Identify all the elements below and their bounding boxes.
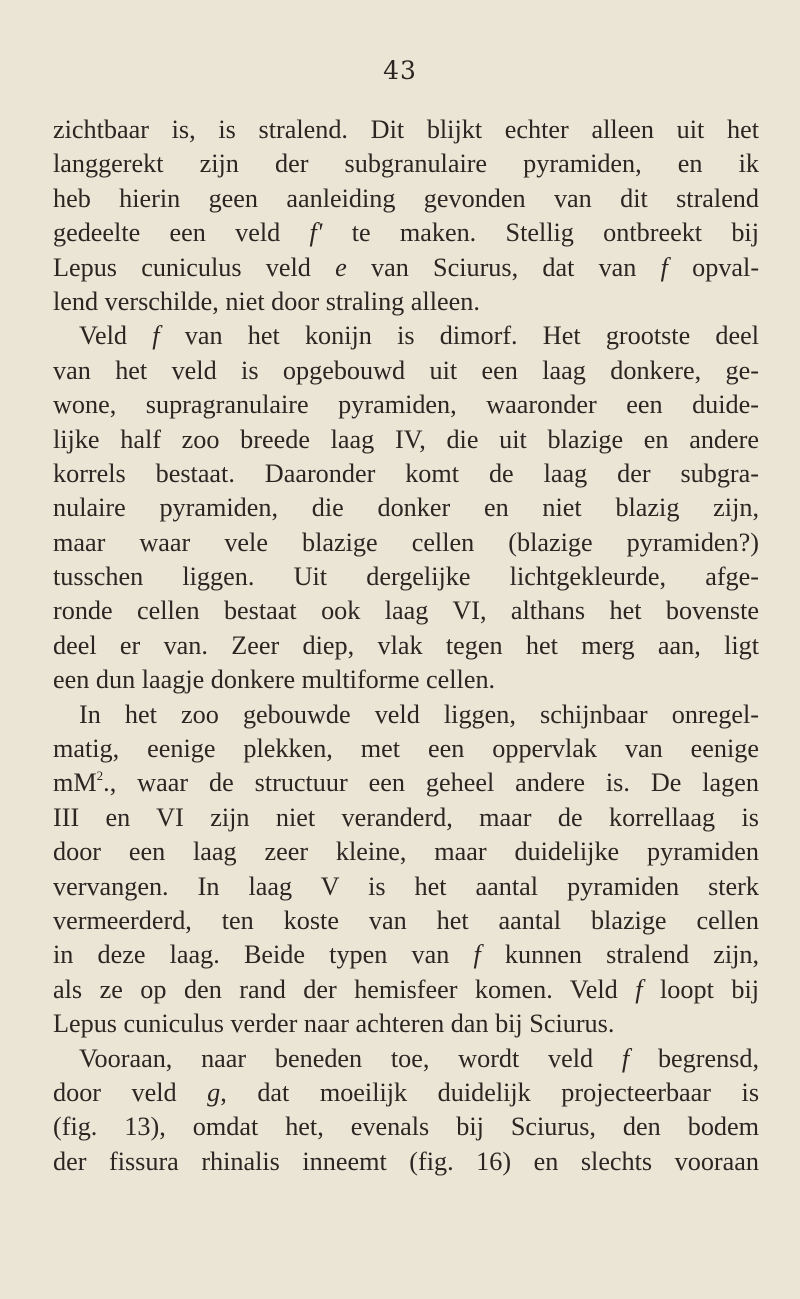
text-line: ronde cellen bestaat ook laag VI, althans het bovenste bbox=[53, 596, 759, 626]
text-line: korrels bestaat. Daaronder komt de laag der subgra- bbox=[53, 458, 759, 488]
text-line: langgerekt zijn der subgranulaire pyramiden, en ik bbox=[53, 149, 759, 179]
text-line: Lepus cuniculus veld e van Sciurus, dat van f opval- bbox=[53, 252, 760, 282]
text-line: heb hierin geen aanleiding gevonden van dit stralend bbox=[53, 183, 759, 213]
text-line: vervangen. In laag V is het aantal pyramiden sterk bbox=[53, 871, 759, 901]
text-line: $mM^2$., waar de structuur een geheel andere is. De lagen bbox=[53, 768, 759, 798]
body-text bbox=[53, 113, 759, 1179]
page-number: 43 bbox=[383, 56, 417, 85]
paragraph-start: Vooraan, naar beneden toe, wordt veld f begrensd, bbox=[79, 1043, 760, 1073]
text-line: (fig. 13), omdat het, evenals bij Sciurus, den bodem bbox=[53, 1112, 759, 1142]
text-line: tusschen liggen. Uit dergelijke lichtgekleurde, afge- bbox=[53, 562, 759, 592]
text-line: lijke half zoo breede laag IV, die uit blazige en andere bbox=[53, 424, 759, 454]
text-line: Lepus cuniculus verder naar achteren dan bij Sciurus. bbox=[53, 1009, 615, 1039]
text-line: lend verschilde, niet door straling alleen. bbox=[53, 286, 480, 316]
paragraph-start: Veld f van het konijn is dimorf. Het grootste deel bbox=[79, 321, 760, 351]
text-line: in deze laag. Beide typen van f kunnen stralend zijn, bbox=[53, 940, 760, 970]
text-line: maar waar vele blazige cellen (blazige pyramiden?) bbox=[53, 527, 759, 557]
text-line: gedeelte een veld f' te maken. Stellig ontbreekt bij bbox=[53, 218, 759, 248]
text-line: door een laag zeer kleine, maar duidelijke pyramiden bbox=[53, 837, 759, 867]
text-line: III en VI zijn niet veranderd, maar de korrellaag is bbox=[53, 802, 759, 832]
text-line: nulaire pyramiden, die donker en niet blazig zijn, bbox=[53, 493, 759, 523]
text-line: zichtbaar is, is stralend. Dit blijkt echter alleen uit het bbox=[53, 115, 759, 144]
text-line: der fissura rhinalis inneemt (fig. 16) en slechts vooraan bbox=[53, 1146, 759, 1176]
text-line: als ze op den rand der hemisfeer komen. Veld f loopt bij bbox=[53, 974, 759, 1004]
text-line: van het veld is opgebouwd uit een laag donkere, ge- bbox=[53, 355, 759, 385]
text-line: matig, eenige plekken, met een oppervlak van eenige bbox=[53, 734, 759, 764]
text-line: een dun laagje donkere multiforme cellen. bbox=[53, 665, 496, 695]
text-line: deel er van. Zeer diep, vlak tegen het merg aan, ligt bbox=[53, 630, 759, 660]
text-line: wone, supragranulaire pyramiden, waaronder een duide- bbox=[53, 390, 759, 420]
text-line: door veld g, dat moeilijk duidelijk projecteerbaar is bbox=[53, 1077, 760, 1107]
text-line: vermeerderd, ten koste van het aantal blazige cellen bbox=[53, 905, 759, 935]
paragraph-start: In het zoo gebouwde veld liggen, schijnbaar onregel- bbox=[79, 699, 759, 729]
